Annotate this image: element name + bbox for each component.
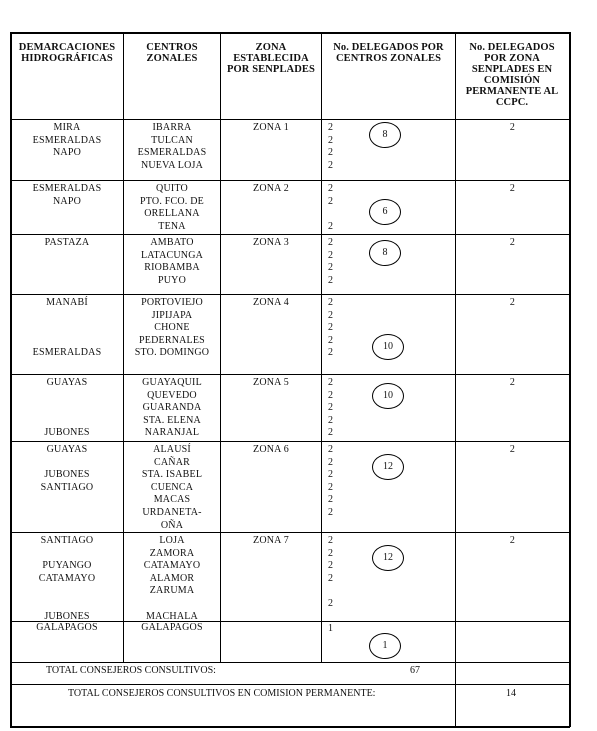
row6-comision: 2 <box>509 444 516 455</box>
row7-centros: LOJA ZAMORA CATAMAYO ALAMOR ZARUMA MACHALA <box>143 535 201 622</box>
row8-demarcaciones: GALAPAGOS <box>36 622 98 633</box>
table-right-border <box>569 32 571 727</box>
row1-comision: 2 <box>509 122 516 133</box>
row2-zona: ZONA 2 <box>253 183 289 194</box>
header-centros: CENTROS ZONALES <box>146 42 198 64</box>
row1-subtotal: 8 <box>369 122 401 148</box>
header-demarcaciones: DEMARCACIONES HIDROGRÁFICAS <box>18 42 116 64</box>
row7-zona: ZONA 7 <box>253 535 289 546</box>
row1-demarcaciones: MIRA ESMERALDAS NAPO <box>32 122 102 159</box>
row4-delegados: 2 2 2 2 2 <box>328 297 333 359</box>
row6-delegados: 2 2 2 2 2 2 <box>328 444 333 518</box>
row1-delegados: 2 2 2 2 <box>328 122 333 171</box>
row7-delegados: 2 2 2 2 2 <box>328 535 333 609</box>
header-delegados-zona: No. DELEGADOS POR ZONA SENPLADES EN COMISIÓN PERMANENTE AL CCPC. <box>465 42 559 108</box>
column-divider <box>321 32 322 662</box>
row5-demarcaciones: GUAYAS JUBONES <box>44 377 90 439</box>
row6-subtotal: 12 <box>372 454 404 480</box>
row-divider <box>10 294 570 295</box>
row1-centros: IBARRA TULCAN ESMERALDAS NUEVA LOJA <box>137 122 207 171</box>
total-comision-label: TOTAL CONSEJEROS CONSULTIVOS EN COMISION PERMANENTE: <box>68 688 376 699</box>
row4-demarcaciones: MANABÍ ESMERALDAS <box>32 297 102 359</box>
row5-comision: 2 <box>509 377 516 388</box>
row6-centros: ALAUSÍ CAÑAR STA. ISABEL CUENCA MACAS URDANETA- OÑA <box>141 444 203 531</box>
row7-comision: 2 <box>509 535 516 546</box>
row-divider <box>10 532 570 533</box>
total-consultivos-value: 67 <box>410 665 420 676</box>
row8-delegados: 1 <box>328 623 333 634</box>
header-zona: ZONA ESTABLECIDA POR SENPLADES <box>227 42 315 75</box>
row3-demarcaciones: PASTAZA <box>44 237 90 248</box>
row-divider <box>10 441 570 442</box>
row7-subtotal: 12 <box>372 545 404 571</box>
row-divider <box>10 684 570 685</box>
row8-subtotal: 1 <box>369 633 401 659</box>
row2-demarcaciones: ESMERALDAS NAPO <box>32 183 102 207</box>
row5-delegados: 2 2 2 2 2 <box>328 377 333 439</box>
column-divider <box>220 32 221 662</box>
row-divider <box>10 180 570 181</box>
row4-subtotal: 10 <box>372 334 404 360</box>
table-bottom-border <box>10 726 570 728</box>
row-divider <box>10 662 570 663</box>
row-divider <box>10 234 570 235</box>
row3-zona: ZONA 3 <box>253 237 289 248</box>
total-comision-value: 14 <box>506 688 516 699</box>
row4-zona: ZONA 4 <box>253 297 289 308</box>
row3-delegados: 2 2 2 2 <box>328 237 333 286</box>
row6-demarcaciones: GUAYAS JUBONES SANTIAGO <box>40 444 94 493</box>
row8-centros: GALAPAGOS <box>141 622 203 633</box>
row5-subtotal: 10 <box>372 383 404 409</box>
row4-centros: PORTOVIEJO JIPIJAPA CHONE PEDERNALES STO. DOMINGO <box>134 297 210 359</box>
row2-subtotal: 6 <box>369 199 401 225</box>
row2-delegados: 2 2 2 <box>328 183 333 232</box>
row5-zona: ZONA 5 <box>253 377 289 388</box>
row6-zona: ZONA 6 <box>253 444 289 455</box>
total-consultivos-label: TOTAL CONSEJEROS CONSULTIVOS: <box>46 665 216 676</box>
row2-centros: QUITO PTO. FCO. DE ORELLANA TENA <box>140 183 204 232</box>
row1-zona: ZONA 1 <box>253 122 289 133</box>
row5-centros: GUAYAQUIL QUEVEDO GUARANDA STA. ELENA NARANJAL <box>142 377 202 439</box>
row3-comision: 2 <box>509 237 516 248</box>
header-divider <box>10 119 570 120</box>
row3-subtotal: 8 <box>369 240 401 266</box>
row-divider <box>10 374 570 375</box>
row3-centros: AMBATO LATACUNGA RIOBAMBA PUYO <box>140 237 204 286</box>
header-delegados-centros: No. DELEGADOS POR CENTROS ZONALES <box>333 42 444 64</box>
row7-demarcaciones: SANTIAGO PUYANGO CATAMAYO JUBONES <box>38 535 96 622</box>
row4-comision: 2 <box>509 297 516 308</box>
row2-comision: 2 <box>509 183 516 194</box>
table-top-border <box>10 32 570 34</box>
